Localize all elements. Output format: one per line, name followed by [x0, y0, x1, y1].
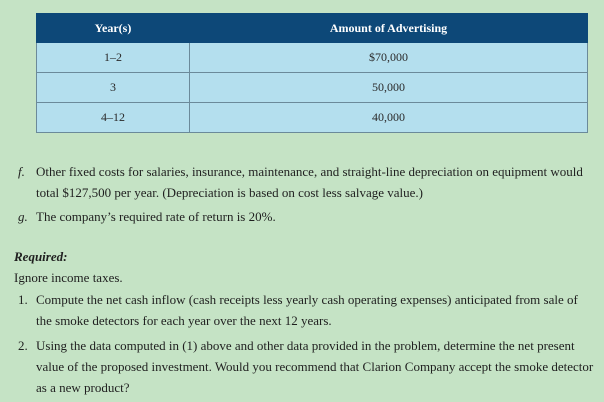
- item-text: Compute the net cash inflow (cash receipts less yearly cash operating expenses) anticipated from sale of the smoke detectors for each year over the next 12 years.: [36, 292, 578, 328]
- cell-amount: $70,000: [190, 43, 588, 73]
- item-g: [18, 206, 592, 227]
- item-text: Using the data computed in (1) above and other data provided in the problem, determine the net present value of the proposed investment. Would you recommend that Clarion Company accept the smoke detector as a new product?: [36, 338, 594, 395]
- item-text: Other fixed costs for salaries, insurance, maintenance, and straight-line depreciation on equipment would total $127,500 per year. (Depreciation is based on cost less salvage value.): [36, 164, 583, 200]
- list-item: [18, 289, 594, 331]
- item-number: 1.: [18, 292, 28, 307]
- table-row: [37, 103, 588, 133]
- table-row: [37, 73, 588, 103]
- item-number: 2.: [18, 338, 28, 353]
- cell-amount: 40,000: [190, 103, 588, 133]
- list-item: [18, 335, 594, 398]
- advertising-table: [36, 13, 588, 133]
- required-list: [18, 289, 594, 402]
- item-marker: f.: [18, 164, 25, 179]
- required-intro: Ignore income taxes.: [14, 270, 123, 285]
- header-years: Year(s): [37, 14, 190, 43]
- required-heading: Required:: [14, 249, 68, 264]
- item-f: [18, 161, 592, 203]
- table-header-row: [37, 14, 588, 43]
- header-amount: Amount of Advertising: [190, 14, 588, 43]
- cell-years: 3: [37, 73, 190, 103]
- cell-years: 1–2: [37, 43, 190, 73]
- item-marker: g.: [18, 209, 28, 224]
- table-row: [37, 43, 588, 73]
- item-text: The company’s required rate of return is 20%.: [36, 209, 276, 224]
- cell-years: 4–12: [37, 103, 190, 133]
- cell-amount: 50,000: [190, 73, 588, 103]
